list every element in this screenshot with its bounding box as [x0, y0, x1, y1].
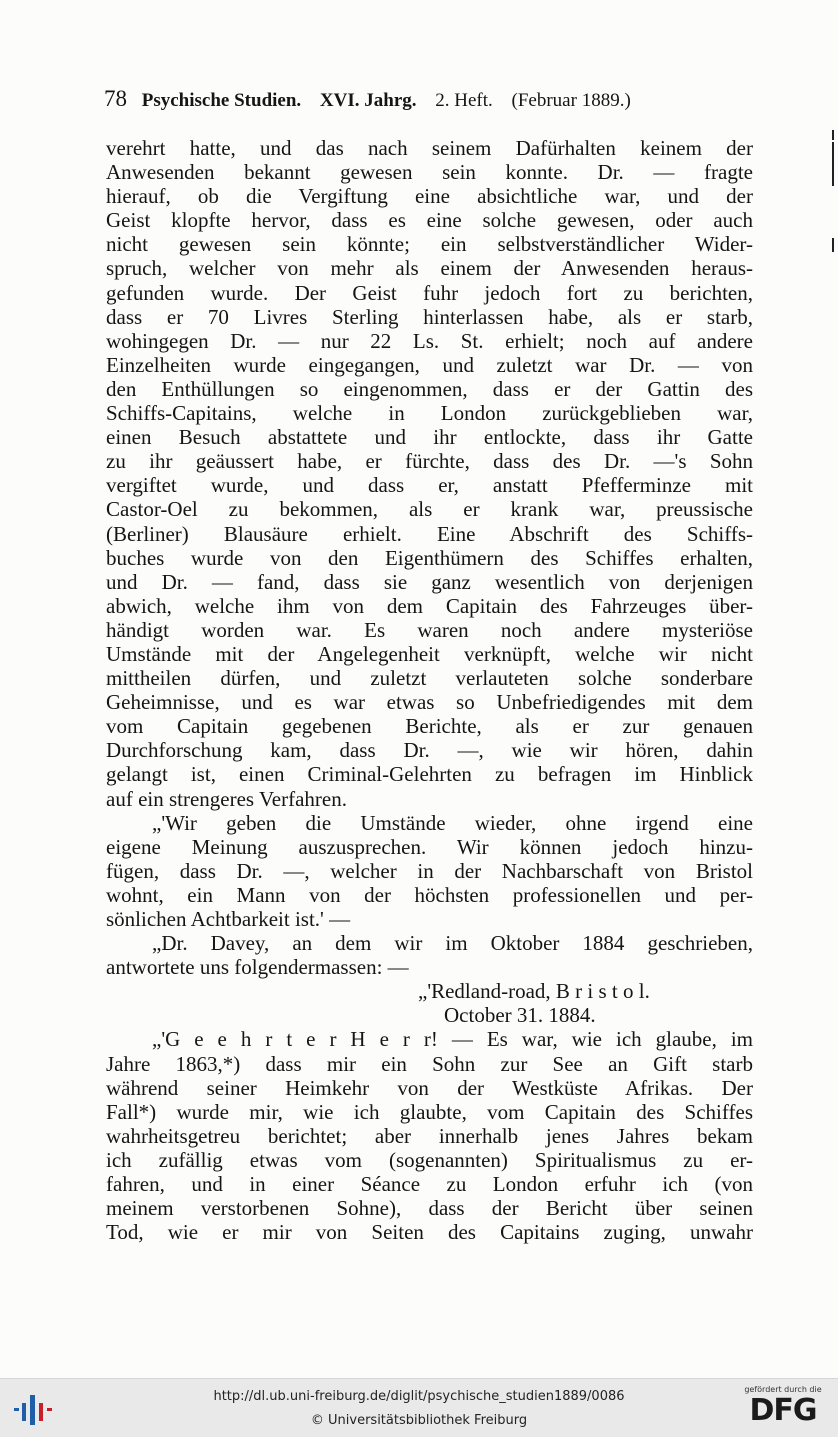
text-line: Anwesenden bekannt gewesen sein konnte. Dr. — fragte — [106, 160, 753, 185]
text-line: dass er 70 Livres Sterling hinterlassen habe, als er starb, — [106, 304, 753, 329]
text-line: wohnt, ein Mann von der höchsten professionellen und per- — [106, 882, 753, 907]
text-line: „'G e e h r t e r H e r r! — Es war, wie ich glaube, im — [152, 1027, 753, 1052]
text-line: nicht gewesen sein könnte; ein selbstverständlicher Wider- — [106, 232, 753, 257]
text-line: Einzelheiten wurde eingegangen, und zuletzt war Dr. — von — [106, 352, 753, 377]
text-line: antwortete uns folgendermassen: — — [106, 955, 409, 980]
text-line: meinem verstorbenen Sohne), dass der Bericht über seinen — [106, 1196, 753, 1221]
text-line: Castor-Oel zu bekommen, als er krank war, preussische — [106, 497, 753, 522]
text-line: „'Redland-road, B r i s t o l. — [418, 979, 650, 1004]
text-line: verehrt hatte, und das nach seinem Dafürhalten keinem der — [106, 136, 753, 160]
text-line: mittheilen dürfen, und zuletzt verlauteten solche sonderbare — [106, 666, 753, 691]
journal-title: Psychische Studien. — [141, 90, 302, 111]
text-line: vom Capitain gegebenen Berichte, als er zur genauen — [106, 714, 753, 739]
copyright-notice: © Universitätsbibliothek Freiburg — [310, 1413, 528, 1428]
text-line: ich zufällig etwas vom (sogenannten) Spiritualismus zu er- — [106, 1147, 753, 1172]
text-line: fahren, und in einer Séance zu London erfuhr ich (von — [106, 1172, 753, 1197]
text-line: Tod, wie er mir von Seiten des Capitains zuging, unwahr — [106, 1220, 753, 1245]
text-line: hierauf, ob die Vergiftung eine absichtliche war, und der — [106, 184, 753, 209]
volume-label: XVI. Jahrg. — [319, 90, 417, 111]
text-line: händigt worden war. Es waren noch andere mysteriöse — [106, 617, 753, 642]
text-line: Schiffs-Capitains, welche in London zurückgeblieben war, — [106, 401, 753, 426]
text-line: den Enthüllungen so eingenommen, dass er der Gattin des — [106, 376, 753, 401]
text-line: „Dr. Davey, an dem wir im Oktober 1884 geschrieben, — [152, 931, 753, 956]
text-line: Geist klopfte hervor, dass es eine solche gewesen, oder auch — [106, 208, 753, 233]
text-line: eigene Meinung auszusprechen. Wir können jedoch hinzu- — [106, 834, 753, 859]
text-line: und Dr. — fand, dass sie ganz wesentlich von derjenigen — [106, 569, 753, 594]
text-line: einen Besuch abstattete und ihr entlockte, dass ihr Gatte — [106, 425, 753, 450]
text-line: buches wurde von den Eigenthümern des Schiffes erhalten, — [106, 545, 753, 570]
text-line: wohingegen Dr. — nur 22 Ls. St. erhielt; noch auf andere — [106, 328, 753, 353]
text-line: abwich, welche ihm von dem Capitain des Fahrzeuges über- — [106, 593, 753, 618]
dfg-wordmark: DFG — [749, 1393, 817, 1428]
text-line: Fall*) wurde mir, wie ich glaubte, vom Capitain des Schiffes — [106, 1099, 753, 1124]
footer-bar — [0, 1378, 838, 1437]
text-line: während seiner Heimkehr von der Westküste Afrikas. Der — [106, 1075, 753, 1100]
issue-date: (Februar 1889.) — [511, 90, 631, 111]
text-line: fügen, dass Dr. —, welcher in der Nachbarschaft von Bristol — [106, 858, 753, 883]
dfg-logo — [738, 1385, 828, 1433]
text-line: sönlichen Achtbarkeit ist.' — — [106, 907, 351, 931]
text-line: wahrheitsgetreu berichtet; aber innerhalb jenes Jahres bekam — [106, 1123, 753, 1148]
text-line: gelangt ist, einen Criminal-Gelehrten zu befragen im Hinblick — [106, 762, 753, 787]
body-text — [106, 136, 753, 1244]
text-line: Geheimnisse, und es war etwas so Unbefriedigendes mit dem — [106, 690, 753, 715]
text-line: Jahre 1863,*) dass mir ein Sohn zur See an Gift starb — [106, 1051, 753, 1076]
sponsor-caption: gefördert durch die — [744, 1385, 822, 1394]
text-line: zu ihr geäussert habe, er fürchte, dass des Dr. —'s Sohn — [106, 449, 753, 474]
text-line: gefunden wurde. Der Geist fuhr jedoch fort zu berichten, — [106, 280, 753, 305]
text-line: Durchforschung kam, dass Dr. —, wie wir hören, dahin — [106, 738, 753, 763]
text-line: Umstände mit der Angelegenheit verknüpft, welche wir nicht — [106, 641, 753, 666]
issue-label: 2. Heft. — [435, 90, 493, 111]
page-number: 78 — [104, 86, 127, 111]
text-line: vergiftet wurde, und dass er, anstatt Pfefferminze mit — [106, 473, 753, 498]
text-line: „'Wir geben die Umstände wieder, ohne irgend eine — [152, 810, 753, 835]
running-header — [104, 86, 764, 116]
text-line: October 31. 1884. — [444, 1003, 596, 1028]
text-line: spruch, welcher von mehr als einem der Anwesenden heraus- — [106, 256, 753, 281]
source-url[interactable]: http://dl.ub.uni-freiburg.de/diglit/psychische_studien1889/0086 — [213, 1389, 625, 1404]
text-line: (Berliner) Blausäure erhielt. Eine Abschrift des Schiffs- — [106, 521, 753, 546]
margin-marks — [830, 126, 836, 256]
text-line: auf ein strengeres Verfahren. — [106, 786, 347, 811]
